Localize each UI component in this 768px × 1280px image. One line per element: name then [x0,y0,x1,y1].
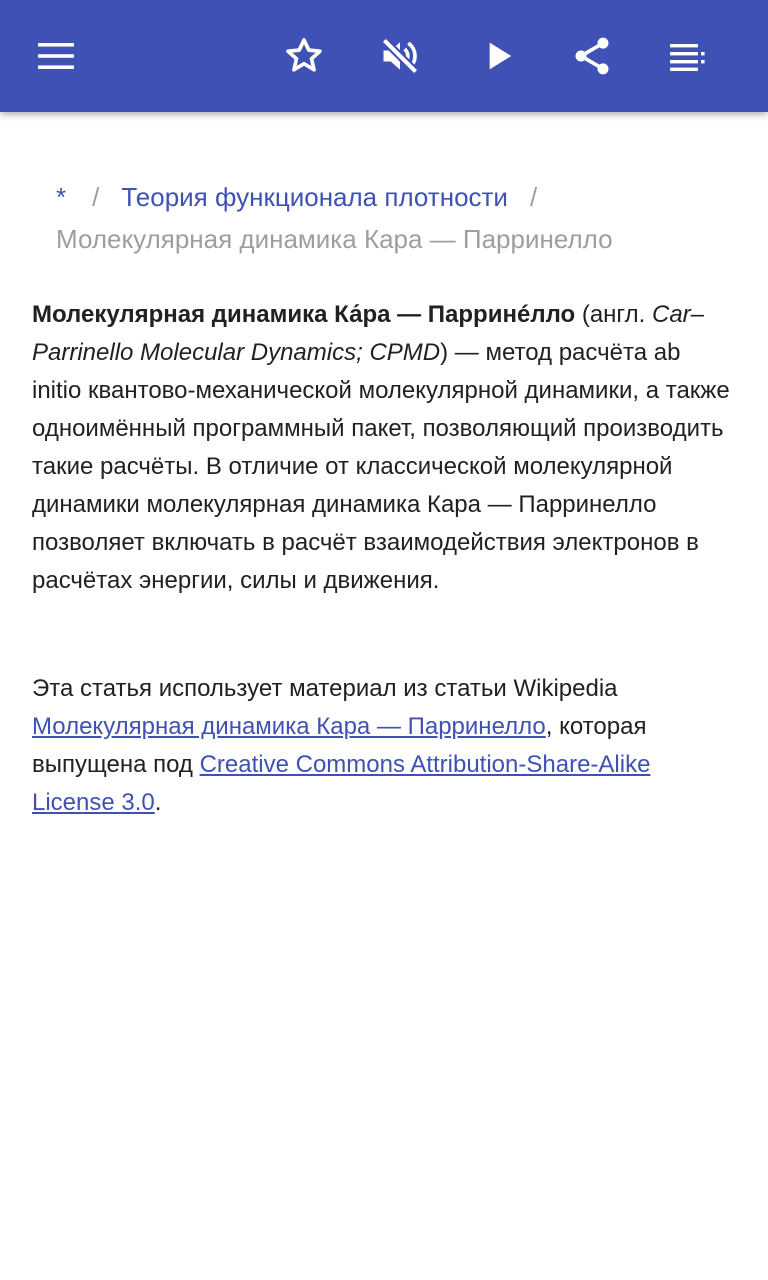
share-button[interactable] [556,20,628,92]
article-body: ) — метод расчёта ab initio квантово-механической молекулярной динамики, а также одноимённый программный пакет, позволяющий производить такие расчёты. В отличие от классической молекулярной динамики молекулярная динамика Кара — Парринелло позволяет включать в расчёт взаимодействия электронов в расчётах энергии, силы и движения. [32,339,730,594]
share-icon [570,34,614,78]
article-content [32,176,736,822]
article-paren-open: (англ. [575,301,652,328]
article-term: Молекулярная динамика Ка́ра — Парринéлло [32,301,576,328]
license-link[interactable]: Creative Commons Attribution-Share-Alike License 3.0 [32,751,651,816]
breadcrumb-separator: / [92,182,100,212]
breadcrumb-parent-link[interactable]: Теория функционала плотности [121,182,508,212]
breadcrumb [56,176,736,260]
menu-icon [36,41,76,71]
star-outline-icon [282,34,326,78]
wikipedia-article-link[interactable]: Молекулярная динамика Кара — Парринелло [32,713,546,740]
breadcrumb-root-link[interactable]: * [56,182,67,212]
play-icon [478,36,518,76]
attribution-text: Эта статья использует материал из статьи Wikipedia [32,675,618,702]
menu-button[interactable] [20,20,92,92]
mute-button[interactable] [364,20,436,92]
breadcrumb-separator: / [529,182,538,212]
attribution-text: . [154,789,162,816]
article-english-name: Car–Parrinello Molecular Dynamics; CPMD [32,301,705,366]
article-paragraph [32,296,736,600]
attribution-text: , которая выпущена под [32,713,647,778]
top-app-bar [0,0,768,112]
bookmark-button[interactable] [268,20,340,92]
attribution-paragraph [32,670,736,822]
playlist-icon [668,41,708,71]
play-button[interactable] [462,20,534,92]
breadcrumb-current: Молекулярная динамика Кара — Парринелло [56,224,613,254]
contents-button[interactable] [652,20,724,92]
volume-off-icon [378,34,422,78]
